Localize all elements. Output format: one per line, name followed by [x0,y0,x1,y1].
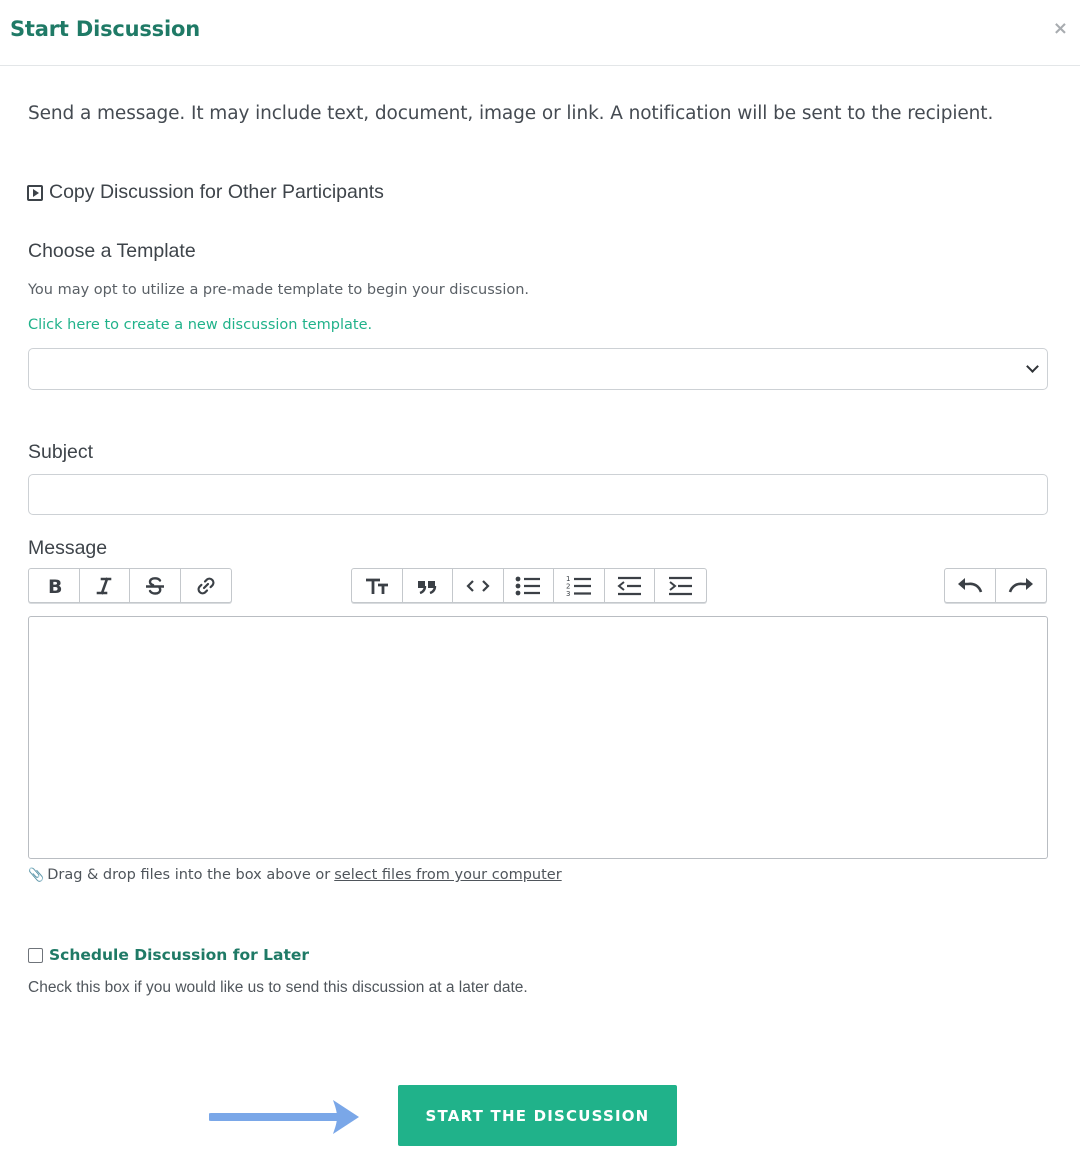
paperclip-icon: 📎 [28,867,45,883]
redo-icon[interactable] [996,569,1047,602]
block-toolbar [351,568,707,603]
template-heading: Choose a Template [28,240,196,262]
subject-input[interactable] [28,474,1048,515]
schedule-help-text: Check this box if you would like us to send this discussion at a later date. [28,979,528,996]
start-discussion-button[interactable]: START THE DISCUSSION [398,1085,677,1146]
arrow-right-icon [209,1097,363,1137]
attachment-note [28,867,562,883]
format-toolbar [28,568,232,603]
message-label: Message [28,537,108,559]
intro-text: Send a message. It may include text, document, image or link. A notification will be sent to the recipient. [28,103,994,124]
history-toolbar [944,568,1047,603]
create-template-link[interactable]: Click here to create a new discussion template. [28,317,373,333]
link-icon[interactable] [181,569,232,602]
svg-text:3: 3 [565,589,571,598]
copy-discussion-toggle[interactable] [27,181,384,204]
svg-text:2: 2 [565,582,571,590]
schedule-checkbox[interactable] [28,948,43,963]
schedule-label[interactable]: Schedule Discussion for Later [49,946,310,964]
dialog-title: Start Discussion [10,17,200,41]
quote-icon[interactable] [403,569,454,602]
svg-text:B: B [47,575,63,596]
template-help-text: You may opt to utilize a pre-made template to begin your discussion. [28,282,530,298]
indent-icon[interactable] [655,569,706,602]
italic-icon[interactable] [80,569,131,602]
outdent-icon[interactable] [605,569,656,602]
bullet-list-icon[interactable] [504,569,555,602]
schedule-row [28,946,309,964]
dialog-header [0,0,1080,66]
attachment-text: Drag & drop files into the box above or [47,867,331,883]
numbered-list-icon[interactable] [554,569,605,602]
bold-icon[interactable] [29,569,80,602]
undo-icon[interactable] [945,569,996,602]
copy-discussion-label: Copy Discussion for Other Participants [49,181,384,203]
strikethrough-icon[interactable] [130,569,181,602]
template-select[interactable] [28,348,1048,390]
close-icon[interactable]: × [1052,18,1068,39]
heading-icon[interactable] [352,569,403,602]
svg-text:1: 1 [565,574,571,583]
select-files-link[interactable]: select files from your computer [334,867,562,883]
subject-label: Subject [28,441,94,463]
play-square-icon [27,185,43,201]
message-editor[interactable] [28,616,1048,859]
code-icon[interactable] [453,569,504,602]
chevron-down-icon [1026,360,1039,373]
